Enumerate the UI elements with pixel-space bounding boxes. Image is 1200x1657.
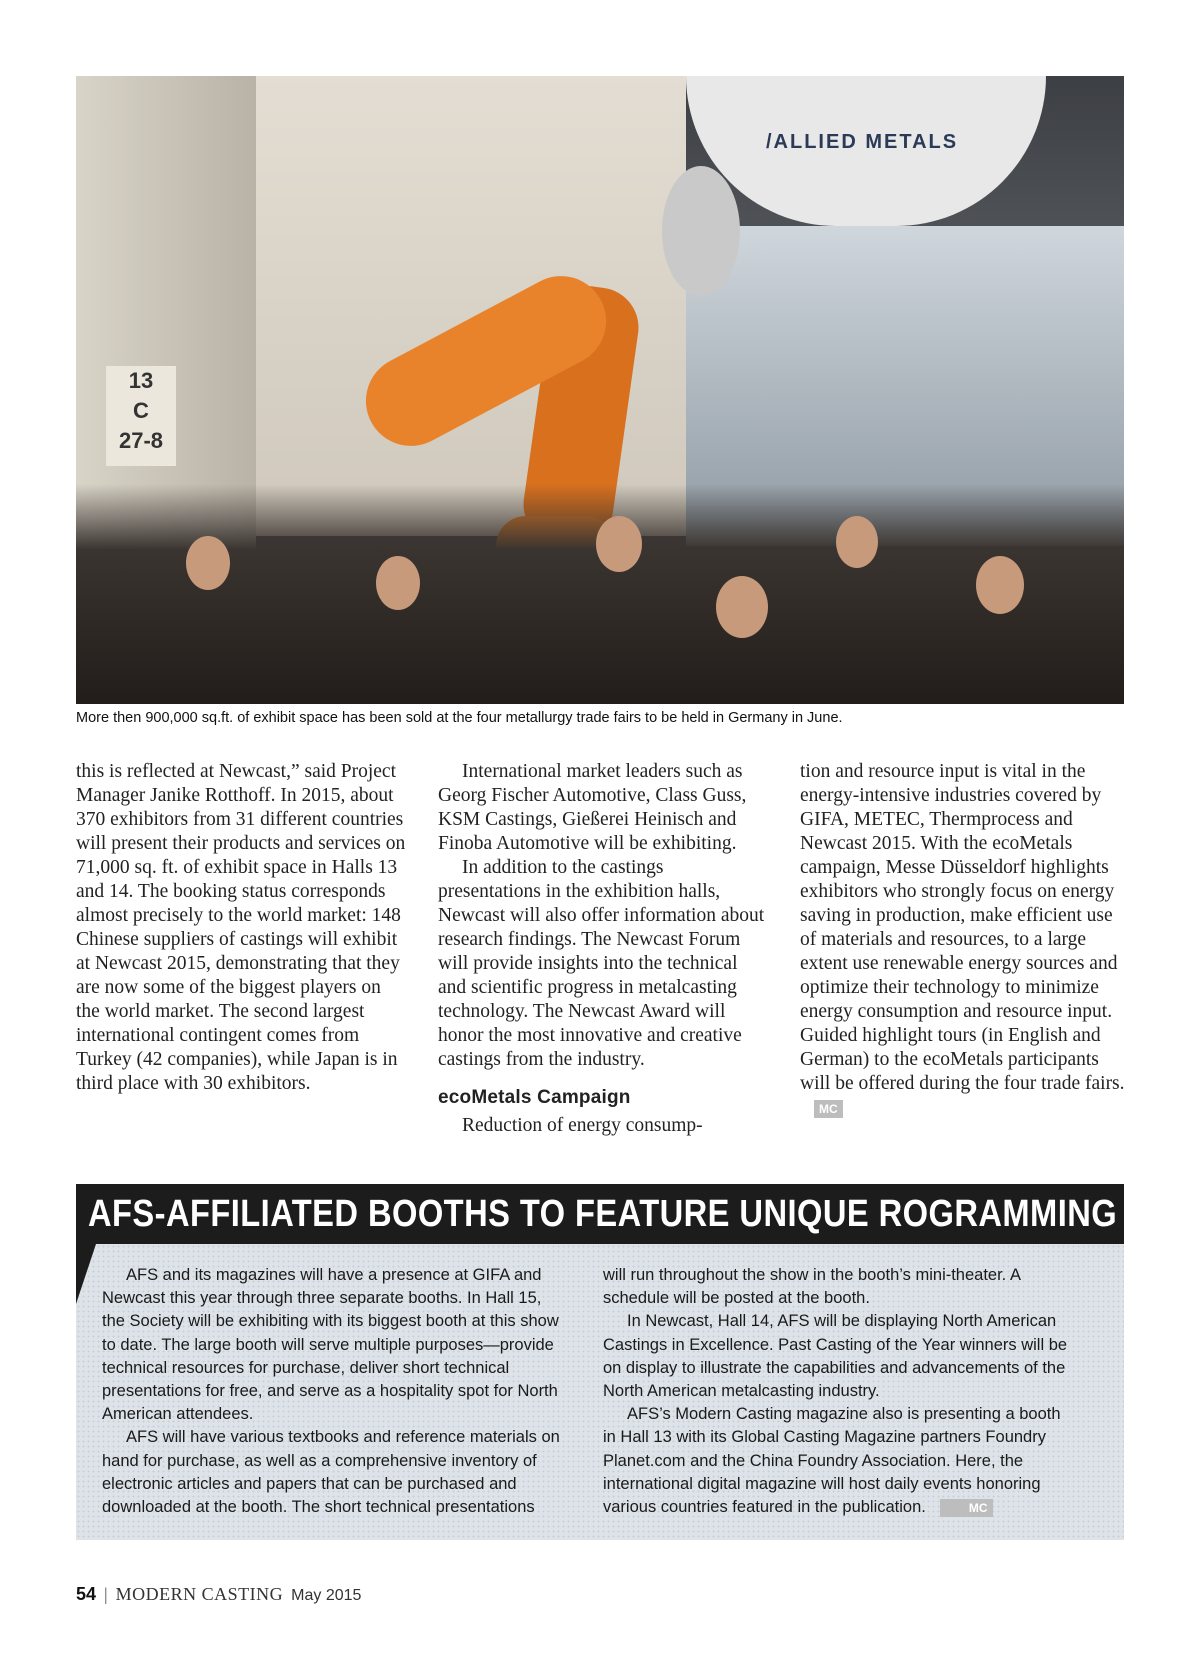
article-end-mark: MC (814, 1100, 843, 1118)
photo-robot-disc (662, 166, 740, 296)
sidebar-column-1 (102, 1264, 564, 1519)
photo-crowd (76, 484, 1124, 704)
sidebar-paragraph: will run throughout the show in the booth’s mini-theater. A schedule will be posted at the booth. (603, 1266, 1021, 1308)
photo-booth-sign: /ALLIED METALS (766, 131, 959, 153)
article-paragraph: this is reflected at Newcast,” said Project Manager Janike Rotthoff. In 2015, about 370 exhibitors from 31 different countries will present their products and services on 71,000 sq. ft. of exhibit space in Halls 13 and 14. The booking status corresponds almost precisely to the world market: 148 Chinese suppliers of castings will exhibit at Newcast 2015, demonstrating that they are now some of the biggest players on the world market. The second largest international contingent comes from Turkey (42 companies), while Japan is in third place with 30 exhibitors. (76, 761, 406, 1094)
sidebar-paragraph (603, 1403, 1073, 1519)
sidebar-paragraph: In Newcast, Hall 14, AFS will be displaying North American Castings in Excellence. Past Casting of the Year winners will be on display to illustrate the capabilities and advancements of the North American metalcasting industry. (603, 1312, 1068, 1401)
photo-hall-sign (106, 366, 176, 466)
magazine-name: MODERN CASTING (115, 1584, 284, 1604)
photo-caption: More then 900,000 sq.ft. of exhibit space has been sold at the four metallurgy trade fairs to be held in Germany in June. (76, 710, 843, 726)
article-paragraph: In addition to the castings presentations in the exhibition halls, Newcast will also offer information about research findings. The Newcast Forum will provide insights into the technical and scientific progress in metalcasting technology. The Newcast Award will honor the most innovative and creative castings from the industry. (438, 857, 765, 1070)
sidebar-title-tab (76, 1244, 96, 1304)
photo-crowd-head (716, 576, 768, 638)
issue-date: May 2015 (291, 1587, 362, 1604)
sidebar-title: AFS-AFFILIATED BOOTHS TO FEATURE UNIQUE ROGRAMMING (88, 1193, 1118, 1235)
photo-hall-sign-line: 13 (128, 368, 154, 393)
sidebar-paragraph: AFS and its magazines will have a presence at GIFA and Newcast this year through three separate booths. In Hall 15, the Society will be exhibiting with its biggest booth at this show to date. The large booth will serve multiple purposes—provide technical resources for purchase, deliver short technical presentations for free, and serve as a hospitality spot for North American attendees. (102, 1266, 559, 1424)
footer-separator: | (104, 1584, 108, 1604)
article-paragraph (800, 760, 1130, 1120)
photo-hall-sign-line: 27-8 (118, 428, 164, 453)
photo-crowd-head (186, 536, 230, 590)
sidebar-paragraph: AFS will have various textbooks and reference materials on hand for purchase, as well as a comprehensive inventory of electronic articles and papers that can be purchased and downloaded at the booth. The short technical presentations (102, 1428, 560, 1517)
trade-fair-photo (76, 76, 1124, 704)
sidebar-column-2 (603, 1264, 1073, 1519)
article-subhead: ecoMetals Campaign (438, 1087, 631, 1108)
photo-hall-sign-line: C (133, 398, 149, 423)
article-column-1 (76, 760, 406, 1096)
photo-crowd-head (976, 556, 1024, 614)
article-paragraph: International market leaders such as Georg Fischer Automotive, Class Guss, KSM Castings, Gießerei Heinisch and Finoba Automotive will be exhibiting. (438, 761, 747, 854)
photo-crowd-head (596, 516, 642, 572)
photo-crowd-head (376, 556, 420, 610)
photo-crowd-head (836, 516, 878, 568)
page-footer (76, 1584, 361, 1605)
page-number: 54 (76, 1584, 97, 1604)
article-column-3 (800, 760, 1130, 1120)
article-paragraph-text: tion and resource input is vital in the energy-intensive industries covered by GIFA, METEC, Thermprocess and Newcast 2015. With the ecoMetals campaign, Messe Düsseldorf highlights exhibitors who strongly focus on energy saving in production, make efficient use of materials and resources, to a large extent use renewable energy sources and optimize their technology to minimize energy consumption and resource input. Guided highlight tours (in English and German) to the ecoMetals participants will be offered during the four trade fairs. (800, 761, 1125, 1094)
article-paragraph: Reduction of energy consump- (462, 1115, 703, 1136)
sidebar-end-mark: MC (940, 1499, 993, 1517)
article-column-2 (438, 760, 768, 1138)
sidebar-paragraph-text: AFS’s Modern Casting magazine also is presenting a booth in Hall 13 with its Global Casting Magazine partners Foundry Planet.com and the China Foundry Association. Here, the international digital magazine will host daily events honoring various countries featured in the publication. (603, 1405, 1061, 1517)
